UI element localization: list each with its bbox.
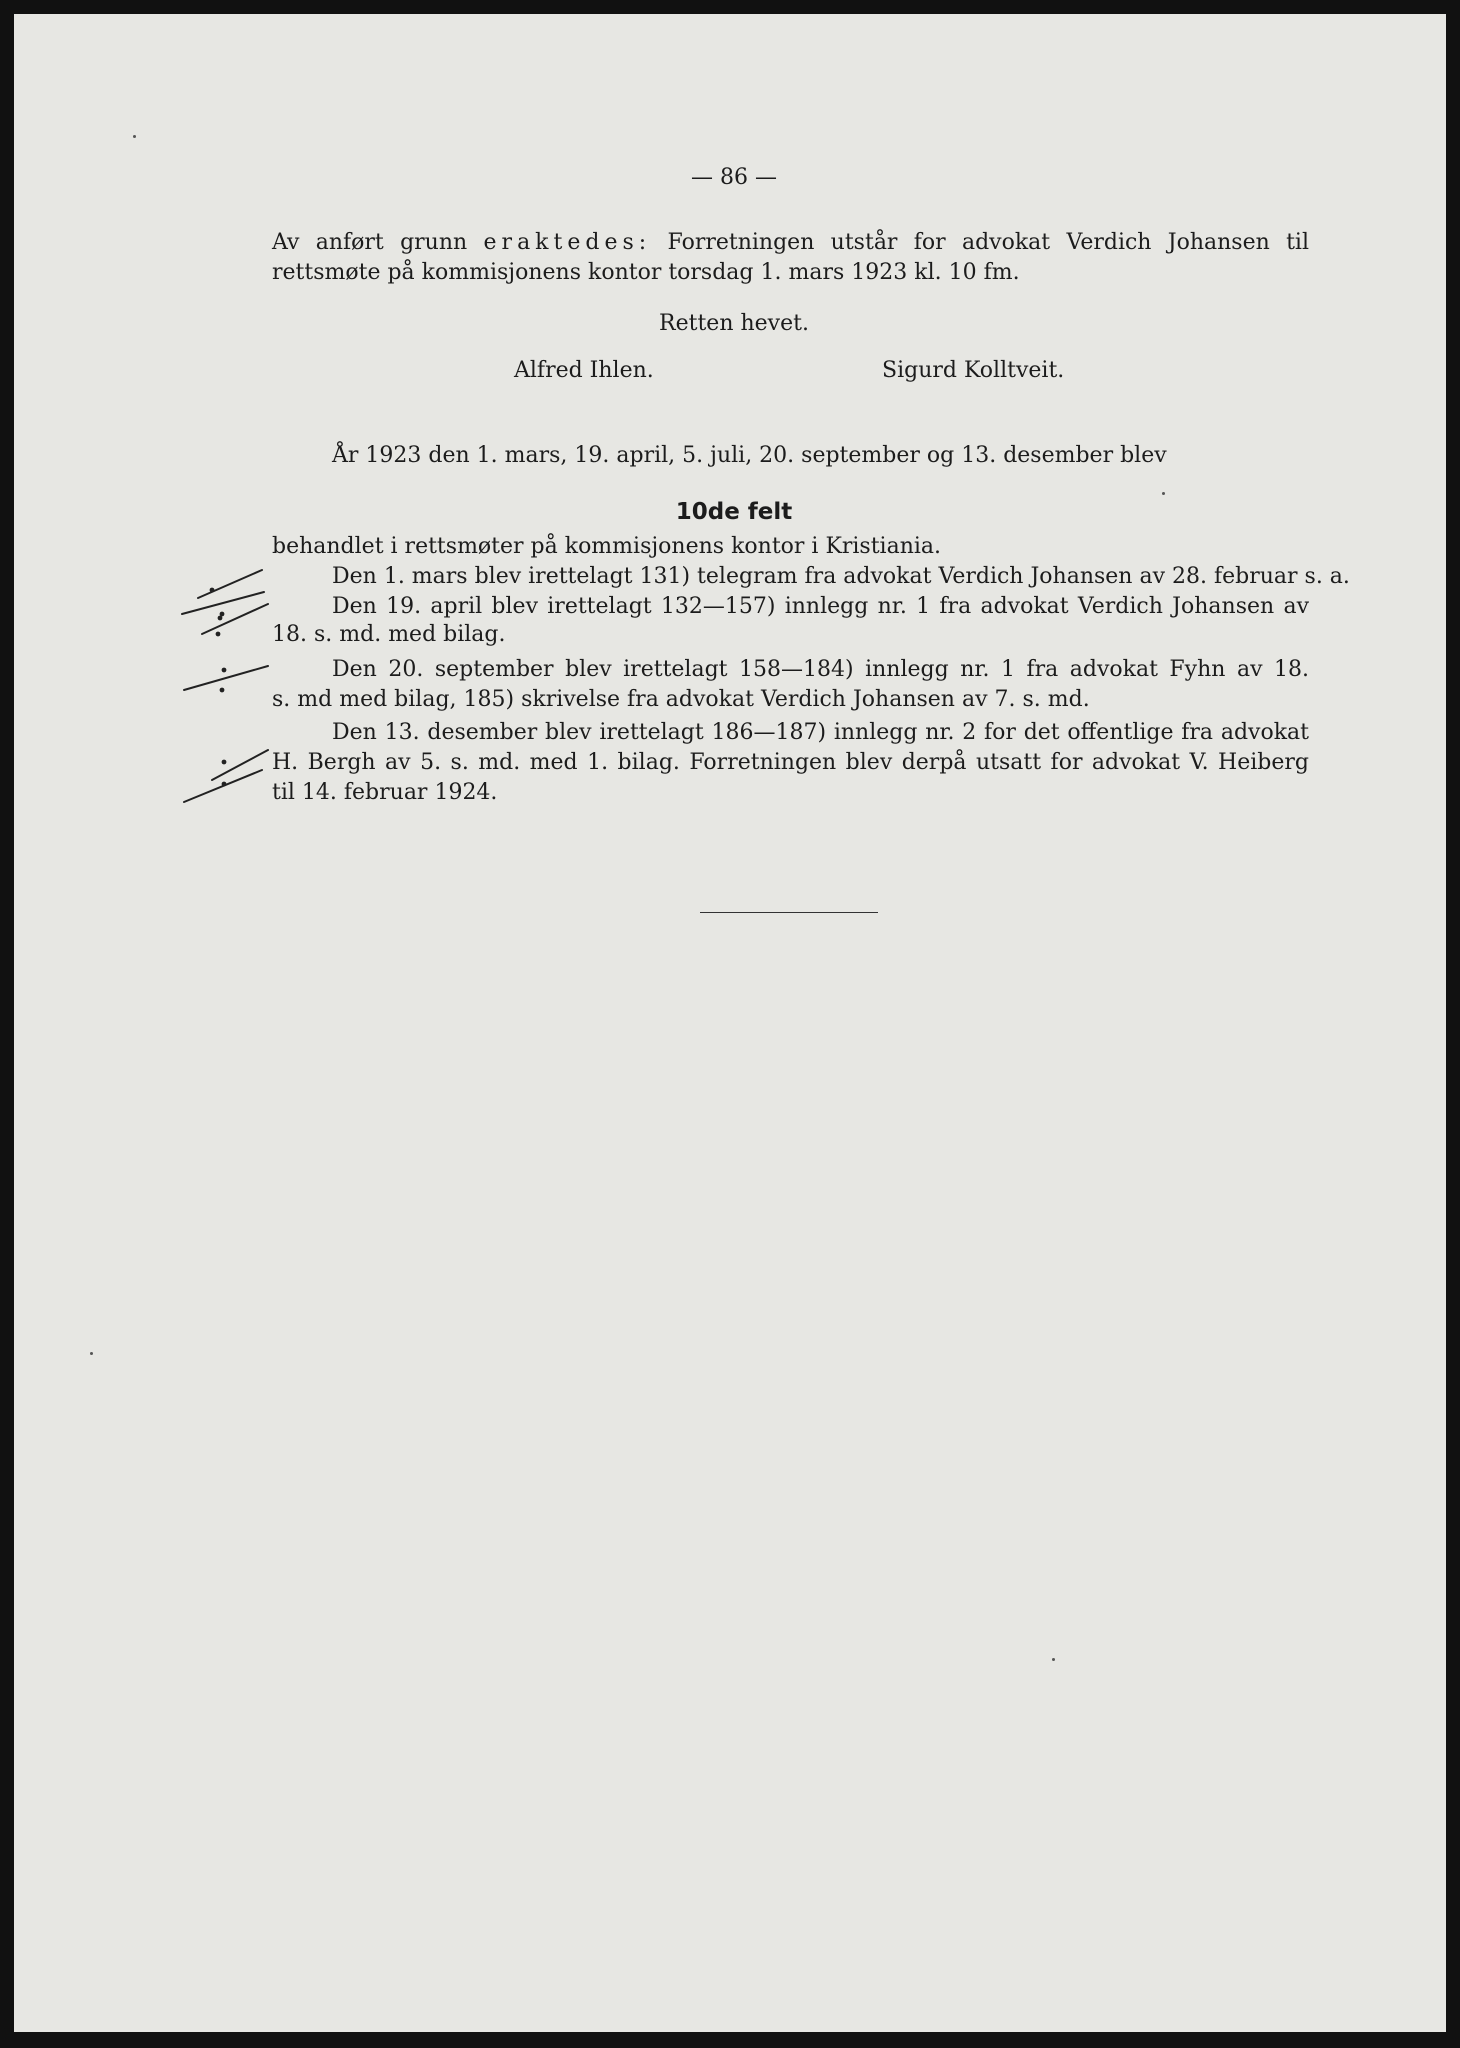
margin-dot: [210, 588, 215, 593]
margin-stroke: [212, 750, 268, 780]
margin-dot: [220, 688, 225, 693]
section-intro: behandlet i rettsmøter på kommisjonens kontor i Kristiania.: [272, 534, 942, 559]
entry-line: 18. s. md. med bilag.: [272, 622, 506, 647]
margin-dot: [222, 782, 227, 787]
signature-left: Alfred Ihlen.: [514, 358, 654, 383]
entry-line: Den 19. april blev irettelagt 132—157) innlegg nr. 1 fra advokat Verdich Johansen av: [332, 594, 1309, 619]
margin-annotation-marks: [172, 554, 272, 814]
margin-stroke: [198, 570, 262, 598]
margin-dot: [216, 632, 221, 637]
document-page: [14, 14, 1446, 2032]
decision-word: eraktedes:: [483, 230, 652, 255]
margin-dot: [222, 668, 227, 673]
intro-line: År 1923 den 1. mars, 19. april, 5. juli, 20. september og 13. desember blev: [332, 443, 1167, 468]
paper-speck: [1052, 1658, 1055, 1661]
paper-speck: [1162, 492, 1165, 495]
paper-speck: [133, 135, 136, 138]
signature-right: Sigurd Kolltveit.: [882, 358, 1065, 383]
adjourned-text: Retten hevet.: [659, 311, 809, 336]
paragraph-lead: Av anført grunn: [272, 230, 468, 255]
closing-rule: [700, 912, 878, 913]
margin-dot: [222, 760, 227, 765]
entry-line: Den 1. mars blev irettelagt 131) telegram fra advokat Verdich Johansen av 28. februar s. a.: [332, 564, 1350, 589]
margin-dot: [218, 616, 223, 621]
paragraph-line: rettsmøte på kommisjonens kontor torsdag 1. mars 1923 kl. 10 fm.: [272, 260, 1020, 285]
entry-line: Den 13. desember blev irettelagt 186—187) innlegg nr. 2 for det offentlige fra advokat: [332, 720, 1309, 745]
section-heading: 10de felt: [675, 499, 793, 525]
paragraph-line: [272, 229, 1309, 257]
paper-speck: [90, 1352, 93, 1355]
paragraph-rest: Forretningen utstår for advokat Verdich Johansen til: [667, 230, 1310, 255]
page-number: — 86 —: [691, 165, 777, 190]
entry-line: s. md med bilag, 185) skrivelse fra advokat Verdich Johansen av 7. s. md.: [272, 687, 1090, 712]
entry-line: til 14. februar 1924.: [272, 780, 498, 805]
margin-stroke: [202, 604, 268, 634]
entry-line: Den 20. september blev irettelagt 158—184) innlegg nr. 1 fra advokat Fyhn av 18.: [332, 657, 1309, 682]
entry-line: H. Bergh av 5. s. md. med 1. bilag. Forretningen blev derpå utsatt for advokat V. Heiberg: [272, 750, 1309, 775]
